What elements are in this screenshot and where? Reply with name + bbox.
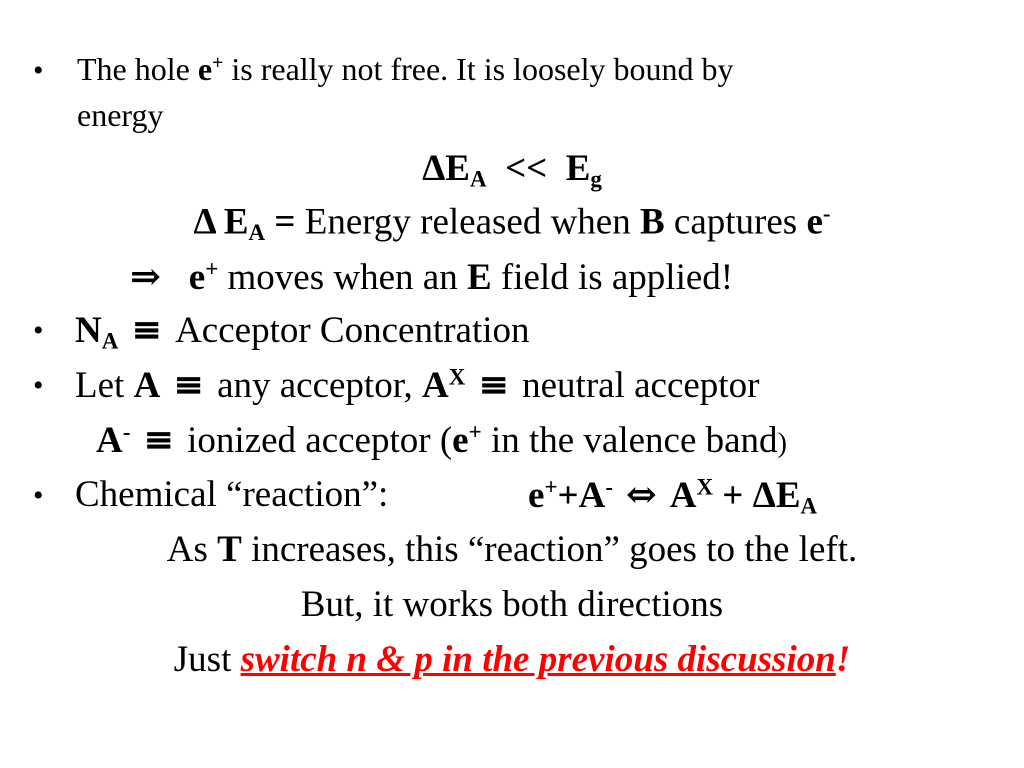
bullet-3-line-2 [96,417,787,461]
both-directions-line [0,586,1024,623]
l5-t: T [217,529,242,570]
b4-double-arrow: ⇔ [612,472,670,516]
l5-text-2: increases, this “reaction” goes to the left. [241,529,858,570]
eq2-b: B [639,201,665,243]
b3b-close: ) [777,428,787,459]
eq2-e: e [806,201,823,243]
b1-e: e [197,51,213,87]
implies-arrow: ⇒ [130,254,162,298]
bullet-2-line [75,307,530,354]
eq1-sub-a: A [469,166,487,192]
eq1-sub-g: g [590,166,602,192]
eq2-lead: Δ E [193,201,249,243]
b3-sup-x: X [448,364,466,390]
b4-plus-delta: + Δ [713,475,776,516]
l6-text: But, it works both directions [300,584,724,625]
b4-sup-x: X [696,474,714,500]
b3b-a: A [96,420,123,461]
as-t-increases-line [0,531,1024,568]
l7-text-1: Just [173,639,241,680]
b3b-e: e [452,420,469,461]
b3b-minus: - [122,419,131,445]
equation-2 [0,203,1024,245]
bullet-2: • [33,314,44,347]
b4-minus: - [605,474,613,500]
eq1-delta: Δ [422,148,446,189]
bullet-3: • [33,369,44,402]
eq1-e2: E [565,148,591,189]
b3-equiv: ≡ [160,362,218,406]
eq3-text: moves when an [218,257,467,298]
eq3-plus: + [205,256,219,282]
switch-link[interactable]: switch n & p in the previous discussion [240,639,836,680]
eq1-e: E [445,148,470,189]
b1-text-2: is really not free. It is loosely bound by [223,51,734,87]
b3b-plus: + [468,419,482,445]
eq2-equals: = [265,201,305,243]
b4-plus-a: +A [557,475,606,516]
b1-plus: + [212,52,224,75]
eq3-e: e [188,257,206,298]
eq3-text-2: field is applied! [491,257,734,298]
eq2-text: Energy released when [304,201,640,243]
b4-plus: + [544,474,558,500]
eq2-sub-a: A [248,220,266,246]
bullet-3-line [75,362,760,406]
reaction-equation [528,472,818,519]
eq1-much-less: << [505,148,548,189]
b4-e: e [528,475,545,516]
b3-text-3: neutral acceptor [522,365,760,406]
bullet-4-line [75,476,388,513]
b4-sub-a: A [800,493,818,519]
eq2-minus: - [822,201,831,226]
eq3-E: E [466,257,492,298]
b4-text: Chemical “reaction”: [75,474,389,515]
b3b-equiv: ≡ [130,417,188,461]
b3-text-1: Let [75,365,134,406]
bullet-4: • [33,479,44,512]
b3-equiv-2: ≡ [465,362,523,406]
b2-sub-a: A [101,328,119,354]
bullet-1-line-1 [77,53,733,85]
b3b-text-1: ionized acceptor ( [187,420,453,461]
b3b-text-2: in the valence band [481,420,778,461]
equation-3 [130,254,734,298]
b3-text-2: any acceptor, [217,365,423,406]
b4-a: A [669,475,697,516]
b3-a: A [133,365,161,406]
eq2-text-2: captures [664,201,807,243]
bullet-1: • [33,54,44,87]
b2-text: Acceptor Concentration [175,310,530,351]
b3-a2: A [422,365,449,406]
b4-e-cap: E [775,475,801,516]
just-switch-line [0,641,1024,678]
l7-exclamation: ! [835,639,851,680]
b1-text-3: energy [77,97,164,133]
l5-text-1: As [166,529,218,570]
equation-1 [0,150,1024,191]
b2-equiv: ≡ [118,307,176,351]
bullet-1-line-2 [77,99,163,131]
b2-n: N [75,310,102,351]
b1-text-1: The hole [77,51,198,87]
